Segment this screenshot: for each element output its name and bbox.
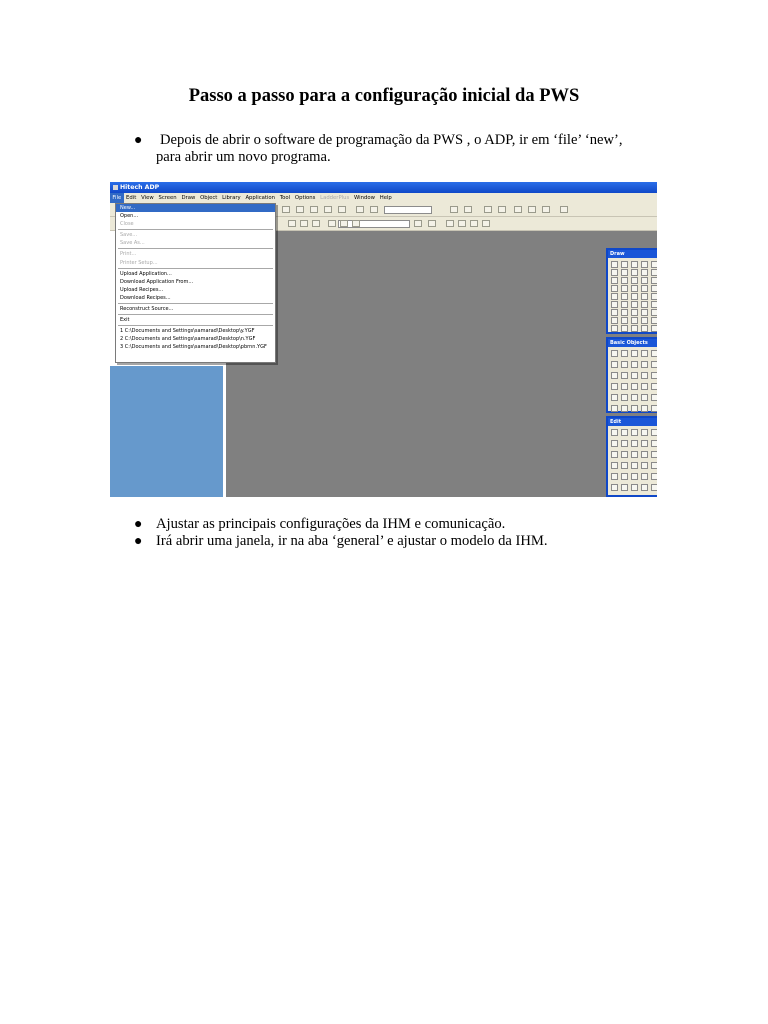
tool-icon[interactable] [611, 484, 618, 491]
tool-icon[interactable] [621, 301, 628, 308]
menu-ladderplus[interactable]: LadderPlus [320, 195, 350, 201]
tool-icon[interactable] [631, 429, 638, 436]
tool-icon[interactable] [651, 405, 657, 412]
menu-separator [118, 303, 273, 304]
toolbar-button[interactable] [470, 220, 478, 227]
tool-icon[interactable] [611, 473, 618, 480]
bullet-2-text: Ajustar as principais configurações da IHM e comunicação. [156, 516, 506, 532]
toolbar-button[interactable] [498, 206, 506, 213]
tool-icon[interactable] [651, 285, 657, 292]
tool-icon[interactable] [611, 301, 618, 308]
tool-icon[interactable] [621, 285, 628, 292]
file-menu-item[interactable]: New... [116, 204, 275, 212]
tool-icon[interactable] [651, 269, 657, 276]
menu-separator [118, 268, 273, 269]
toolbar-button[interactable] [328, 220, 336, 227]
tool-icon[interactable] [631, 301, 638, 308]
file-menu-item: Save... [120, 232, 138, 239]
tool-icon[interactable] [631, 293, 638, 300]
toolbar-button[interactable] [560, 206, 568, 213]
toolbar-button[interactable] [482, 220, 490, 227]
menu-view[interactable]: View [141, 195, 154, 201]
tool-icon[interactable] [621, 462, 628, 469]
tool-icon[interactable] [611, 429, 618, 436]
toolbar-button[interactable] [324, 206, 332, 213]
tool-icon[interactable] [641, 361, 648, 368]
tool-icon[interactable] [641, 301, 648, 308]
tool-icon[interactable] [621, 293, 628, 300]
tool-icon[interactable] [621, 429, 628, 436]
tool-icon[interactable] [651, 372, 657, 379]
tool-icon[interactable] [641, 394, 648, 401]
file-menu-item[interactable]: Reconstruct Source... [120, 306, 174, 313]
tool-icon[interactable] [611, 325, 618, 332]
tool-icon[interactable] [651, 484, 657, 491]
tool-icon[interactable] [631, 451, 638, 458]
tool-icon[interactable] [651, 451, 657, 458]
file-menu-item[interactable]: Exit [120, 317, 130, 324]
menu-tool[interactable]: Tool [279, 195, 291, 201]
menu-separator [118, 325, 273, 326]
tool-icon[interactable] [631, 317, 638, 324]
toolbar-button[interactable] [450, 206, 458, 213]
menu-file[interactable]: File [110, 193, 124, 203]
menu-library[interactable]: Library [222, 195, 241, 201]
menu-help[interactable]: Help [379, 195, 392, 201]
toolbar-button[interactable] [484, 206, 492, 213]
basic-object-tools [608, 347, 657, 413]
tool-icon[interactable] [611, 285, 618, 292]
toolbar-button[interactable] [528, 206, 536, 213]
file-menu-item: Print... [120, 251, 137, 258]
tool-icon[interactable] [611, 317, 618, 324]
toolbar-button[interactable] [310, 206, 318, 213]
tool-icon[interactable] [651, 394, 657, 401]
file-menu-item[interactable]: 2 C:\Documents and Settings\samarad\Desktop\n.YGF [120, 336, 256, 343]
menu-separator [118, 229, 273, 230]
tool-icon[interactable] [651, 440, 657, 447]
tool-icon[interactable] [621, 325, 628, 332]
tool-icon[interactable] [631, 325, 638, 332]
tool-icon[interactable] [641, 269, 648, 276]
bullet-item-3 [134, 533, 548, 550]
tool-icon[interactable] [641, 462, 648, 469]
tool-icon[interactable] [611, 451, 618, 458]
tool-icon[interactable] [651, 277, 657, 284]
tool-icon[interactable] [631, 484, 638, 491]
menu-edit[interactable]: Edit [126, 195, 137, 201]
toolbar-button[interactable] [370, 206, 378, 213]
tool-icon[interactable] [641, 473, 648, 480]
tool-icon[interactable] [651, 301, 657, 308]
tool-icon[interactable] [651, 293, 657, 300]
menu-draw[interactable]: Draw [181, 195, 196, 201]
tool-icon[interactable] [651, 473, 657, 480]
tool-icon[interactable] [621, 350, 628, 357]
tool-icon[interactable] [631, 277, 638, 284]
tool-icon[interactable] [641, 383, 648, 390]
bullet-3-text: Irá abrir uma janela, ir na aba ‘general’ e ajustar o modelo da IHM. [156, 533, 548, 549]
tool-icon[interactable] [631, 285, 638, 292]
tool-icon[interactable] [631, 440, 638, 447]
tool-icon[interactable] [611, 372, 618, 379]
tool-icon[interactable] [631, 383, 638, 390]
file-menu-item: Printer Setup... [120, 259, 158, 266]
draw-tools [608, 258, 657, 334]
tool-icon[interactable] [631, 261, 638, 268]
tool-icon[interactable] [651, 325, 657, 332]
bullet-dot-icon: ● [134, 133, 143, 148]
tool-icon[interactable] [641, 261, 648, 268]
toolbar-button[interactable] [356, 206, 364, 213]
toolbar-button[interactable] [428, 220, 436, 227]
toolbar-button[interactable] [300, 220, 308, 227]
tool-icon[interactable] [651, 462, 657, 469]
toolbar-button[interactable] [414, 220, 422, 227]
toolbar-button[interactable] [288, 220, 296, 227]
toolbar-combo[interactable] [384, 206, 432, 214]
tool-icon[interactable] [611, 440, 618, 447]
file-menu-item[interactable]: Open... [120, 213, 139, 220]
tool-icon[interactable] [641, 440, 648, 447]
tool-icon[interactable] [611, 462, 618, 469]
tool-icon[interactable] [631, 309, 638, 316]
tool-icon[interactable] [641, 372, 648, 379]
tool-icon[interactable] [641, 285, 648, 292]
tool-icon[interactable] [641, 405, 648, 412]
tool-icon[interactable] [611, 383, 618, 390]
toolbar-button[interactable] [296, 206, 304, 213]
toolbar-button[interactable] [338, 206, 346, 213]
font-combo[interactable] [338, 220, 410, 228]
bullet-1-line-1: Depois de abrir o software de programação da PWS , o ADP, ir em ‘file’ ‘new’, [160, 132, 623, 148]
app-icon [113, 185, 118, 190]
file-menu-item: Save As... [120, 240, 145, 247]
tool-icon[interactable] [611, 394, 618, 401]
tool-icon[interactable] [631, 361, 638, 368]
bullet-item-2 [134, 516, 506, 533]
menu-options[interactable]: Options [294, 195, 316, 201]
tool-icon[interactable] [621, 451, 628, 458]
draw-panel-title: Draw [608, 250, 657, 258]
tool-icon[interactable] [651, 350, 657, 357]
tool-icon[interactable] [631, 473, 638, 480]
tool-icon[interactable] [651, 317, 657, 324]
tool-icon[interactable] [621, 473, 628, 480]
tool-icon[interactable] [631, 394, 638, 401]
tool-icon[interactable] [611, 269, 618, 276]
tool-icon[interactable] [641, 317, 648, 324]
menubar [110, 193, 657, 203]
tool-icon[interactable] [621, 383, 628, 390]
tool-icon[interactable] [621, 394, 628, 401]
tool-icon[interactable] [631, 269, 638, 276]
tool-icon[interactable] [651, 383, 657, 390]
window-title: Hitech ADP [120, 184, 160, 191]
menu-separator [118, 314, 273, 315]
tool-icon[interactable] [641, 325, 648, 332]
tool-icon[interactable] [631, 350, 638, 357]
toolbar-button[interactable] [340, 220, 348, 227]
edit-tools [608, 426, 657, 497]
tool-icon[interactable] [611, 361, 618, 368]
toolbar-button[interactable] [352, 220, 360, 227]
page-title: Passo a passo para a configuração inicial da PWS [188, 86, 580, 106]
tool-icon[interactable] [621, 440, 628, 447]
toolbar-button[interactable] [458, 220, 466, 227]
toolbar-button[interactable] [464, 206, 472, 213]
bullet-dot-icon: ● [134, 517, 143, 532]
tool-icon[interactable] [641, 293, 648, 300]
file-menu-item[interactable]: 1 C:\Documents and Settings\samarad\Desktop\y.YGF [120, 328, 255, 335]
tool-icon[interactable] [631, 372, 638, 379]
tool-icon[interactable] [611, 293, 618, 300]
tool-icon[interactable] [641, 429, 648, 436]
tool-icon[interactable] [621, 269, 628, 276]
file-menu-item[interactable]: Upload Application... [120, 270, 172, 277]
toolbar-button[interactable] [282, 206, 290, 213]
file-menu-item[interactable]: Upload Recipes... [120, 286, 164, 293]
tool-icon[interactable] [611, 277, 618, 284]
menu-object[interactable]: Object [200, 195, 218, 201]
tool-icon[interactable] [641, 484, 648, 491]
tool-icon[interactable] [641, 277, 648, 284]
file-menu-item[interactable]: 3 C:\Documents and Settings\samarad\Desktop\pbrnn.YGF [120, 344, 267, 351]
tool-icon[interactable] [621, 277, 628, 284]
toolbar-button[interactable] [542, 206, 550, 213]
tool-icon[interactable] [621, 372, 628, 379]
tool-icon[interactable] [611, 350, 618, 357]
edit-panel [606, 416, 657, 497]
edit-panel-title: Edit [608, 418, 657, 426]
file-menu-item: Close [120, 221, 134, 228]
tool-icon[interactable] [611, 261, 618, 268]
tool-icon[interactable] [641, 350, 648, 357]
menu-window[interactable]: Window [354, 195, 375, 201]
menu-screen[interactable]: Screen [158, 195, 177, 201]
tool-icon[interactable] [651, 361, 657, 368]
tool-icon[interactable] [621, 317, 628, 324]
window-titlebar [110, 182, 657, 193]
file-menu-item[interactable]: Download Application From... [120, 278, 194, 285]
menu-separator [118, 248, 273, 249]
tool-icon[interactable] [621, 405, 628, 412]
tool-icon[interactable] [611, 405, 618, 412]
bullet-1-line-2: para abrir um novo programa. [156, 149, 331, 165]
tool-icon[interactable] [621, 361, 628, 368]
file-menu-dropdown [115, 203, 276, 363]
basic-objects-panel-title: Basic Objects [608, 339, 657, 347]
menu-application[interactable]: Application [245, 195, 276, 201]
tool-icon[interactable] [621, 261, 628, 268]
bullet-dot-icon: ● [134, 534, 143, 549]
tool-icon[interactable] [651, 261, 657, 268]
basic-objects-panel [606, 337, 657, 413]
tool-icon[interactable] [631, 405, 638, 412]
file-menu-item[interactable]: Download Recipes... [120, 294, 171, 301]
tool-icon[interactable] [651, 429, 657, 436]
toolbar-button[interactable] [446, 220, 454, 227]
tool-icon[interactable] [651, 309, 657, 316]
toolbar-button[interactable] [312, 220, 320, 227]
tool-icon[interactable] [621, 309, 628, 316]
tool-icon[interactable] [641, 451, 648, 458]
tool-icon[interactable] [641, 309, 648, 316]
toolbar-button[interactable] [514, 206, 522, 213]
tool-icon[interactable] [631, 462, 638, 469]
draw-panel [606, 248, 657, 334]
tool-icon[interactable] [611, 309, 618, 316]
adp-screenshot [110, 182, 657, 497]
tool-icon[interactable] [621, 484, 628, 491]
